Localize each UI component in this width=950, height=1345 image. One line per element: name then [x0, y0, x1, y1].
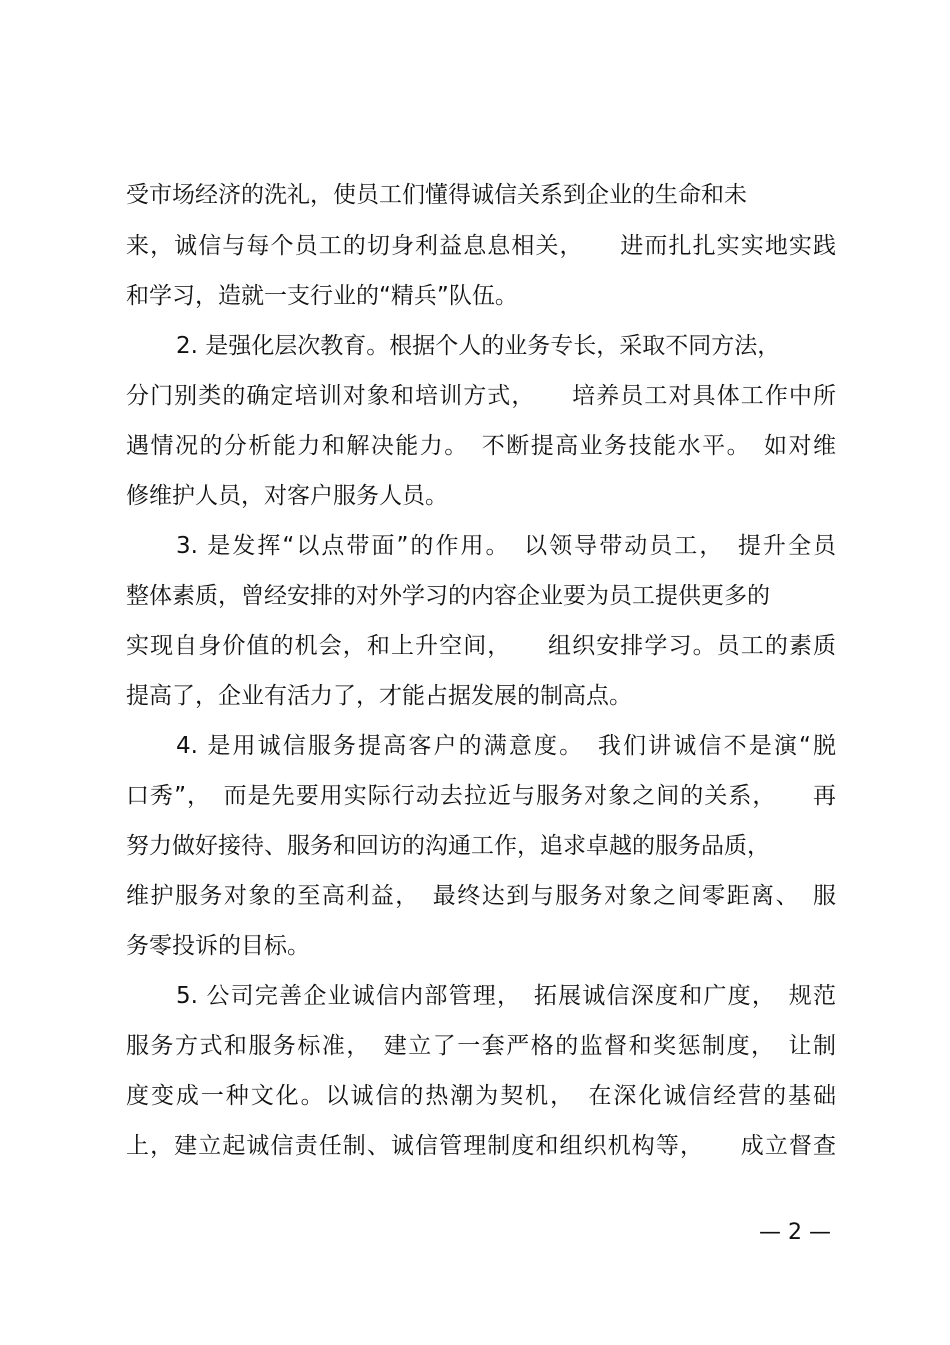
text-line: 受市场经济的洗礼，使员工们懂得诚信关系到企业的生命和未 [126, 182, 747, 208]
text-line: 度变成一种文化。以诚信的热潮为契机， 在深化诚信经营的基础 [126, 1083, 836, 1109]
paragraph-2-heading-line: 2. 是强化层次教育。根据个人的业务专长，采取不同方法， [176, 333, 781, 359]
text-line: 整体素质，曾经安排的对外学习的内容企业要为员工提供更多的 [126, 583, 770, 609]
text-line: 分门别类的确定培训对象和培训方式， 培养员工对具体工作中所 [126, 383, 836, 409]
text-line: 口秀”， 而是先要用实际行动去拉近与服务对象之间的关系， 再 [126, 783, 836, 809]
page-number: — 2 — [759, 1220, 831, 1245]
text-line: 上，建立起诚信责任制、诚信管理制度和组织机构等， 成立督查 [126, 1133, 836, 1159]
paragraph-5-heading-line: 5. 公司完善企业诚信内部管理， 拓展诚信深度和广度， 规范 [176, 983, 836, 1009]
text-line: 提高了，企业有活力了，才能占据发展的制高点。 [126, 683, 632, 709]
text-line: 遇情况的分析能力和解决能力。 不断提高业务技能水平。 如对维 [126, 433, 836, 459]
text-line: 维护服务对象的至高利益， 最终达到与服务对象之间零距离、 服 [126, 883, 836, 909]
text-line: 实现自身价值的机会，和上升空间， 组织安排学习。员工的素质 [126, 633, 836, 659]
text-line: 和学习，造就一支行业的“精兵”队伍。 [126, 283, 518, 309]
text-line: 努力做好接待、服务和回访的沟通工作，追求卓越的服务品质， [126, 833, 770, 859]
text-line: 修维护人员，对客户服务人员。 [126, 483, 448, 509]
paragraph-4-heading-line: 4. 是用诚信服务提高客户的满意度。 我们讲诚信不是演“脱 [176, 733, 836, 759]
paragraph-3-heading-line: 3. 是发挥“以点带面”的作用。 以领导带动员工， 提升全员 [176, 533, 836, 559]
text-line: 服务方式和服务标准， 建立了一套严格的监督和奖惩制度， 让制 [126, 1033, 836, 1059]
text-line: 务零投诉的目标。 [126, 933, 310, 959]
text-line: 来，诚信与每个员工的切身利益息息相关， 进而扎扎实实地实践 [126, 233, 836, 259]
